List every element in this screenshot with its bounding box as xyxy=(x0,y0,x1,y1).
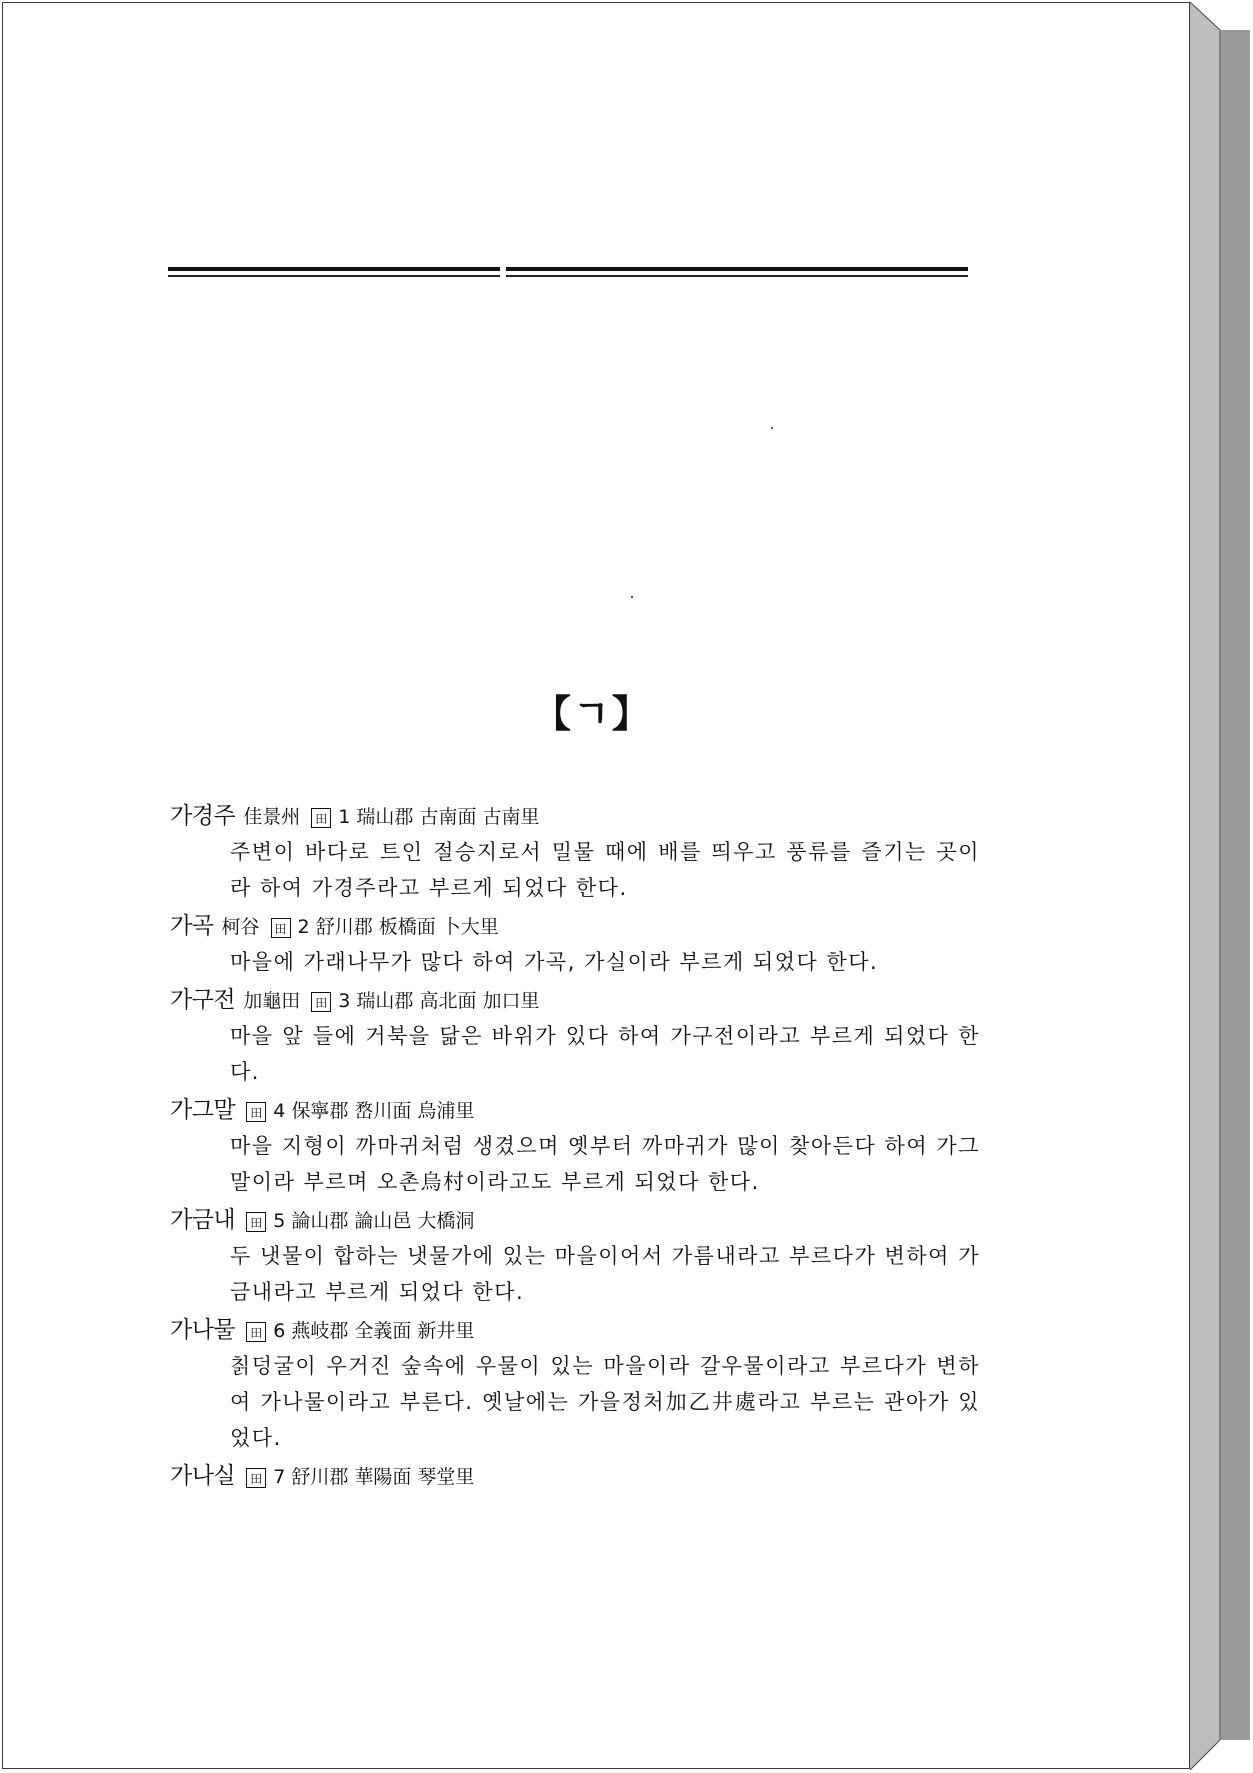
entry-number: 6 xyxy=(273,1320,292,1342)
field-tag-icon: 田 xyxy=(246,1212,266,1232)
entry-address: 瑞山郡 高北面 加口里 xyxy=(356,990,540,1012)
header-rule-thin xyxy=(168,275,968,277)
entry-name: 가구전 xyxy=(170,987,236,1013)
entry-description: 마을 지형이 까마귀처럼 생겼으며 옛부터 까마귀가 많이 찾아든다 하여 가그말이라 부르며 오촌烏村이라고도 부르게 되었다 한다. xyxy=(230,1134,980,1194)
field-tag-icon: 田 xyxy=(311,992,331,1012)
entry-address: 燕岐郡 全義面 新井里 xyxy=(291,1320,475,1342)
field-tag-icon: 田 xyxy=(246,1102,266,1122)
print-speck xyxy=(771,427,773,429)
list-item xyxy=(170,982,980,1090)
entry-address: 論山郡 論山邑 大橋洞 xyxy=(291,1210,475,1232)
list-item xyxy=(170,798,980,906)
entry-number: 3 xyxy=(338,990,357,1012)
list-item xyxy=(170,908,980,980)
list-item xyxy=(170,1458,980,1494)
entry-description: 주변이 바다로 트인 절승지로서 밀물 때에 배를 띄우고 풍류를 즐기는 곳이라 하여 가경주라고 부르게 되었다 한다. xyxy=(230,840,980,900)
list-item xyxy=(170,1202,980,1310)
entry-number: 1 xyxy=(338,806,357,828)
entry-name: 가나물 xyxy=(170,1317,236,1343)
entry-name: 가나실 xyxy=(170,1463,236,1489)
entry-hanja: 柯谷 xyxy=(221,916,260,938)
entry-hanja: 佳景州 xyxy=(243,806,301,828)
entry-description: 두 냇물이 합하는 냇물가에 있는 마을이어서 가름내라고 부르다가 변하여 가금내라고 부르게 되었다 한다. xyxy=(230,1244,980,1304)
entry-heading xyxy=(170,982,980,1018)
list-item xyxy=(170,1312,980,1456)
section-title: 【ㄱ】 xyxy=(533,691,652,736)
header-rule-break xyxy=(500,265,506,279)
entry-address: 舒川郡 板橋面 卜大里 xyxy=(315,916,499,938)
field-tag-icon: 田 xyxy=(246,1322,266,1342)
entry-description: 칡덩굴이 우거진 숲속에 우물이 있는 마을이라 갈우물이라고 부르다가 변하여 가나물이라고 부른다. 옛날에는 가을정처加乙井處라고 부르는 관아가 있었다. xyxy=(230,1354,980,1450)
entry-name: 가금내 xyxy=(170,1207,236,1233)
entry-description: 마을에 가래나무가 많다 하여 가곡, 가실이라 부르게 되었다 한다. xyxy=(230,950,879,974)
book-page xyxy=(2,2,1190,1769)
entry-heading xyxy=(170,1092,980,1128)
entry-address: 瑞山郡 古南面 古南里 xyxy=(356,806,540,828)
entry-heading xyxy=(170,798,980,834)
book-page-edge xyxy=(1190,0,1250,1773)
entry-number: 4 xyxy=(273,1100,292,1122)
field-tag-icon: 田 xyxy=(271,918,291,938)
print-speck xyxy=(631,596,633,598)
entry-number: 7 xyxy=(273,1466,292,1488)
entry-description: 마을 앞 들에 거북을 닮은 바위가 있다 하여 가구전이라고 부르게 되었다 한다. xyxy=(230,1024,980,1084)
entry-name: 가곡 xyxy=(170,913,214,939)
entry-name: 가그말 xyxy=(170,1097,236,1123)
entry-address: 舒川郡 華陽面 琴堂里 xyxy=(291,1466,475,1488)
entry-heading xyxy=(170,908,980,944)
header-rule-thick xyxy=(168,267,968,271)
entry-heading xyxy=(170,1458,980,1494)
entry-number: 2 xyxy=(297,916,316,938)
entry-list xyxy=(170,798,980,1494)
entry-address: 保寧郡 嵍川面 烏浦里 xyxy=(291,1100,475,1122)
entry-number: 5 xyxy=(273,1210,292,1232)
entry-heading xyxy=(170,1202,980,1238)
entry-name: 가경주 xyxy=(170,803,236,829)
field-tag-icon: 田 xyxy=(246,1468,266,1488)
list-item xyxy=(170,1092,980,1200)
entry-hanja: 加龜田 xyxy=(243,990,301,1012)
entry-heading xyxy=(170,1312,980,1348)
field-tag-icon: 田 xyxy=(311,808,331,828)
